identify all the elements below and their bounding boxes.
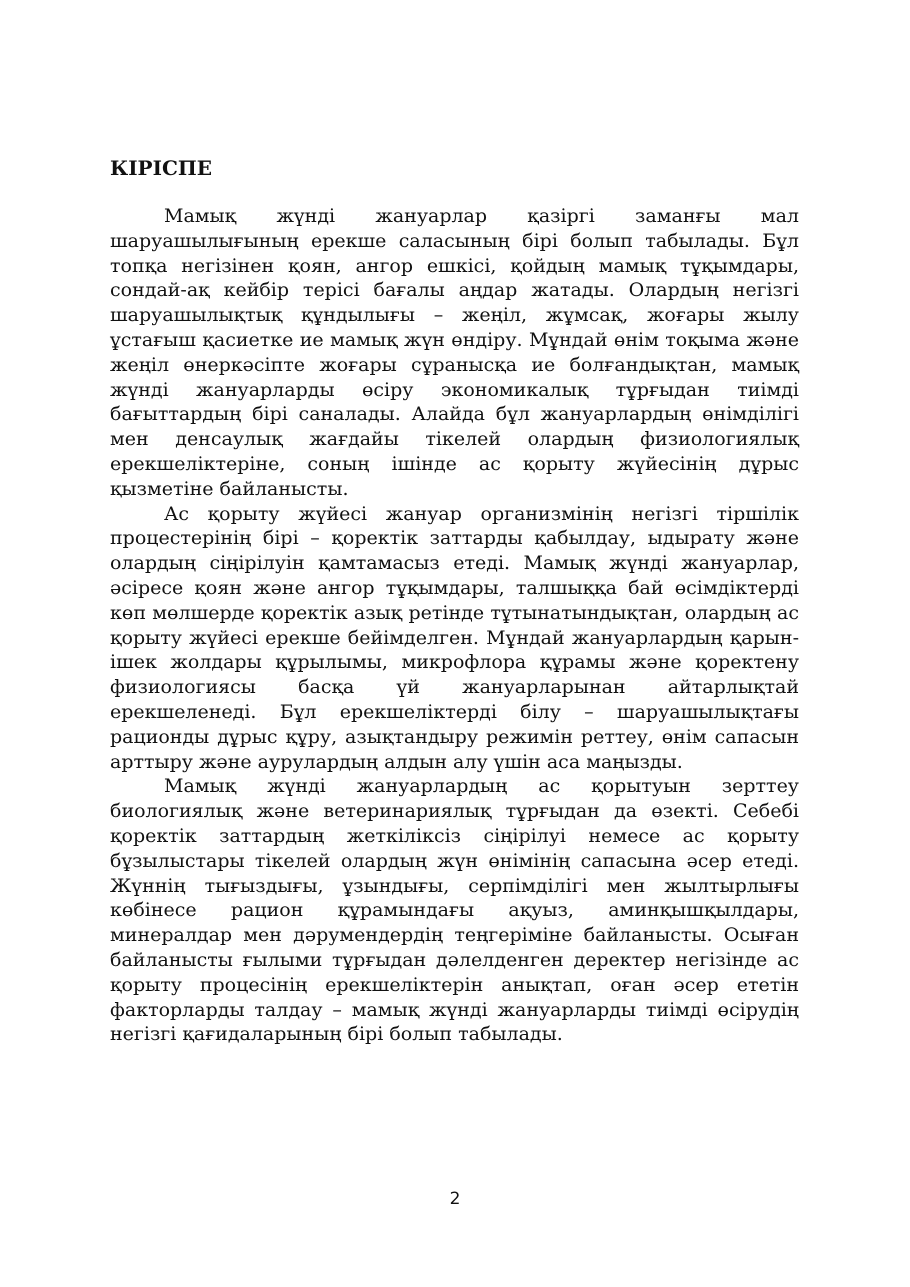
- paragraph-3: Мамық жүнді жануарлардың ас қорытуын зерттеу биологиялық және ветеринариялық тұрғыдан да өзекті. Себебі қоректік заттардың жеткіліксіз сіңірілуі немесе ас қорыту бұзылыстары тікелей олардың жүн өнімінің сапасына әсер етеді. Жүннің тығыздығы, ұзындығы, серпімділігі мен жылтырлығы көбінесе рацион құрамындағы ақуыз, аминқышқылдары, минералдар мен дәрумендердің теңгеріміне байланысты. Осыған байланысты ғылыми тұрғыдан дәлелденген деректер негізінде ас қорыту процесінің ерекшеліктерін анықтап, оған әсер ететін факторларды талдау – мамық жүнді жануарларды тиімді өсірудің негізгі қағидаларының бірі болып табылады.: [110, 775, 799, 1046]
- section-heading: КІРІСПЕ: [110, 156, 212, 180]
- paragraph-2: Ас қорыту жүйесі жануар организмінің негізгі тіршілік процестерінің бірі – қоректік заттарды қабылдау, ыдырату және олардың сіңірілуін қамтамасыз етеді. Мамық жүнді жануарлар, әсіресе қоян және ангор тұқымдары, талшыққа бай өсімдіктерді көп мөлшерде қоректік азық ретінде тұтынатындықтан, олардың ас қорыту жүйесі ерекше бейімделген. Мұндай жануарлардың қарын-ішек жолдары құрылымы, микрофлора құрамы және қоректену физиологиясы басқа үй жануарларынан айтарлықтай ерекшеленеді. Бұл ерекшеліктерді білу – шаруашылықтағы рационды дұрыс құру, азықтандыру режимін реттеу, өнім сапасын арттыру және аурулардың алдын алу үшін аса маңызды.: [110, 502, 799, 773]
- page-number: 2: [449, 1189, 461, 1209]
- paragraph-1: Мамық жүнді жануарлар қазіргі заманғы мал шаруашылығының ерекше саласының бірі болып табылады. Бұл топқа негізінен қоян, ангор ешкісі, қойдың мамық тұқымдары, сондай-ақ кейбір терісі бағалы аңдар жатады. Олардың негізгі шаруашылықтық құндылығы – жеңіл, жұмсақ, жоғары жылу ұстағыш қасиетке ие мамық жүн өндіру. Мұндай өнім тоқыма және жеңіл өнеркәсіпте жоғары сұранысқа ие болғандықтан, мамық жүнді жануарларды өсіру экономикалық тұрғыдан тиімді бағыттардың бірі саналады. Алайда бұл жануарлардың өнімділігі мен денсаулық жағдайы тікелей олардың физиологиялық ерекшеліктеріне, соның ішінде ас қорыту жүйесінің дұрыс қызметіне байланысты.: [110, 205, 799, 500]
- page-content: [110, 155, 799, 1047]
